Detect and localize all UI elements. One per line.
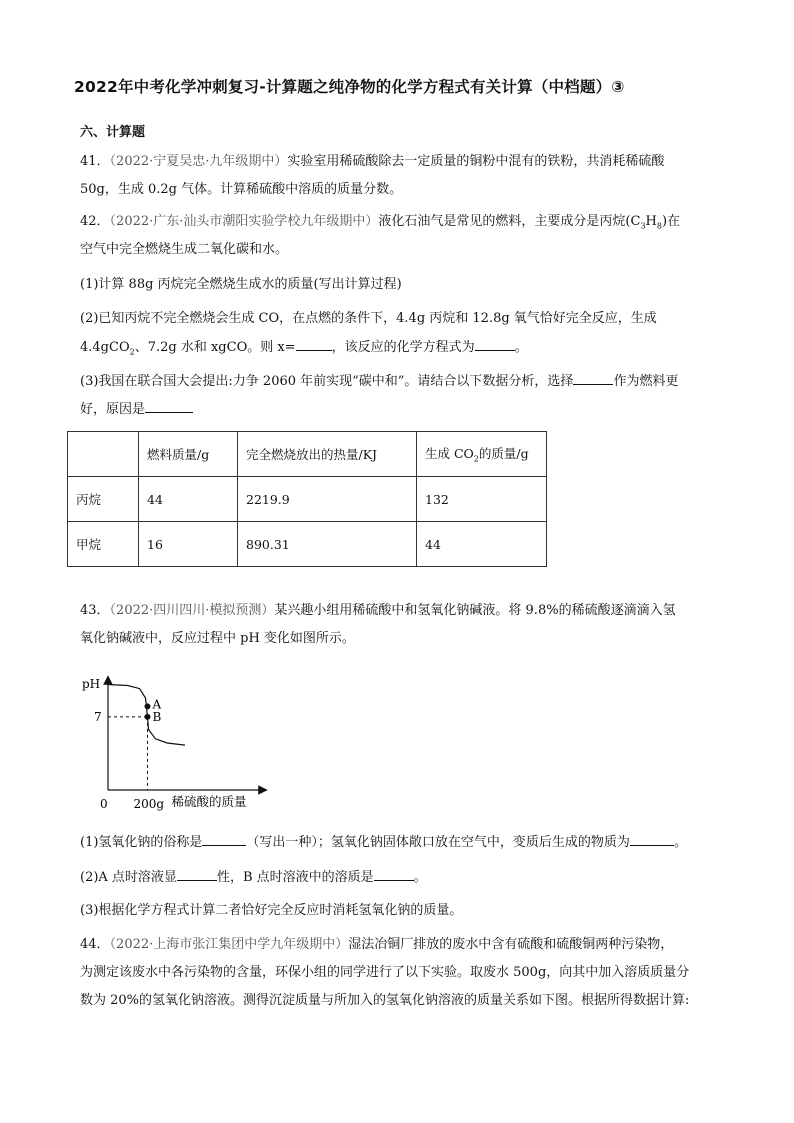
table-row [68,477,547,522]
header-co2-sub: 2 [473,454,479,464]
q41-number: 41． [80,154,110,169]
q43-p2-text-a: (2)A 点时溶液显 [80,870,177,885]
q42-p2-text-d: 。 [514,340,528,355]
answer-blank-x[interactable] [296,338,332,351]
answer-blank-common-name[interactable] [202,833,246,846]
table-cell: 16 [139,522,238,567]
q42-text: 液化石油气是常见的燃料，主要成分是丙烷(C [378,214,641,229]
page-title: 2022年中考化学冲刺复习-计算题之纯净物的化学方程式有关计算（中档题）③ [74,78,625,96]
answer-blank-solute[interactable] [374,868,414,881]
table-header-cell: 完全燃烧放出的热量/KJ [238,432,417,477]
point-a-marker [144,703,150,709]
table-cell: 44 [139,477,238,522]
q44-line-2: 为测定该废水中各污染物的含量，环保小组的同学进行了以下实验。取废水 500g，向其中加入溶质质量分 [80,965,690,980]
q42-text-end: )在 [661,214,681,229]
y-tick-label: 7 [94,709,102,724]
q42-line-1 [80,213,680,236]
q42-p3-text-a: (3)我国在联合国大会提出:力争 2060 年前实现“碳中和”。请结合以下数据分析，选择 [80,374,574,389]
q42-part-2-line-2 [80,338,528,362]
q42-p3-text-c: 好，原因是 [80,402,146,417]
q42-number: 42． [80,214,110,229]
table-header-cell [68,432,139,477]
q41-line-1 [80,153,664,171]
point-b-marker [144,714,150,720]
q42-part-3-line-2 [80,400,193,419]
q42-part-3-line-1 [80,372,678,391]
q43-text: 某兴趣小组用稀硫酸中和氢氧化钠碱液。将 9.8%的稀硫酸逐滴滴入氢 [274,603,676,618]
table-header-cell [417,432,547,477]
q42-subscript-3: 3 [640,221,646,231]
section-heading: 六、计算题 [80,125,146,140]
q43-line-2: 氧化钠碱液中，反应过程中 pH 变化如图所示。 [80,631,355,646]
table-cell: 132 [417,477,547,522]
q43-part-2 [80,868,427,887]
q43-line-1 [80,602,676,620]
table-cell: 44 [417,522,547,567]
q42-source: （2022·广东·汕头市潮阳实验学校九年级期中） [109,214,379,229]
x-tick-label: 200g [133,797,165,811]
header-co2-a: 生成 CO [425,446,474,462]
answer-blank-acidity[interactable] [177,868,217,881]
q42-p3-text-b: 作为燃料更 [613,374,679,389]
q43-p2-text-c: 。 [413,870,427,885]
origin-label: 0 [100,797,108,811]
q44-text: 湿法冶铜厂排放的废水中含有硫酸和硫酸铜两种污染物， [348,937,674,952]
point-a-label: A [152,697,162,712]
table-cell: 2219.9 [238,477,417,522]
q41-source: （2022·宁夏吴忠·九年级期中） [109,154,288,169]
table-header-cell: 燃料质量/g [139,432,238,477]
q43-part-1 [80,833,687,852]
table-header-row [68,432,547,477]
q42-p2-text-c: ，该反应的化学方程式为 [331,340,475,355]
q43-part-3: (3)根据化学方程式计算二者恰好完全反应时消耗氢氧化钠的质量。 [80,903,463,918]
q42-p2-text-a: 4.4gCO [80,340,130,355]
q44-line-1 [80,936,673,954]
q42-part-1: (1)计算 88g 丙烷完全燃烧生成水的质量(写出计算过程) [80,277,402,292]
q43-number: 43． [80,603,110,618]
table-cell: 丙烷 [68,477,139,522]
q42-p2-subscript: 2 [129,347,135,357]
x-axis-label: 稀硫酸的质量 [171,794,247,809]
q41-line-2: 50g，生成 0.2g 气体。计算稀硫酸中溶质的质量分数。 [80,182,403,197]
y-axis-label: pH [82,677,101,691]
q43-source: （2022·四川四川·模拟预测） [109,603,275,618]
q44-number: 44． [80,937,110,952]
answer-blank-reason[interactable] [145,400,193,413]
q42-part-2-line-1: (2)已知丙烷不完全燃烧会生成 CO，在点燃的条件下，4.4g 丙烷和 12.8g 氧气恰好完全反应，生成 [80,311,657,326]
q42-p2-text-b: 、7.2g 水和 xgCO。则 x= [134,340,296,355]
q44-line-3: 数为 20%的氢氧化钠溶液。测得沉淀质量与所加入的氢氧化钠溶液的质量关系如下图。根据所得数据计算: [80,993,690,1008]
q43-p2-text-b: 性，B 点时溶液中的溶质是 [216,870,374,885]
point-b-label: B [152,709,162,724]
q44-source: （2022·上海市张江集团中学九年级期中） [109,937,349,952]
q42-subscript-8: 8 [656,221,662,231]
q43-p1-text-a: (1)氢氧化钠的俗称是 [80,835,203,850]
q43-p1-text-b: （写出一种）；氢氧化钠固体敞口放在空气中，变质后生成的物质为 [246,835,630,850]
answer-blank-equation[interactable] [475,338,515,351]
ph-curve-chart [78,668,278,816]
answer-blank-fuel[interactable] [573,372,613,385]
q42-h: H [645,214,657,229]
fuel-data-table [67,431,547,567]
table-cell: 890.31 [238,522,417,567]
answer-blank-product[interactable] [630,833,674,846]
q41-text: 实验室用稀硫酸除去一定质量的铜粉中混有的铁粉，共消耗稀硫酸 [287,154,665,169]
q42-line-2: 空气中完全燃烧生成二氧化碳和水。 [80,242,289,257]
table-cell: 甲烷 [68,522,139,567]
header-co2-b: 的质量/g [478,446,529,462]
table-row [68,522,547,567]
q43-p1-text-c: 。 [673,835,687,850]
